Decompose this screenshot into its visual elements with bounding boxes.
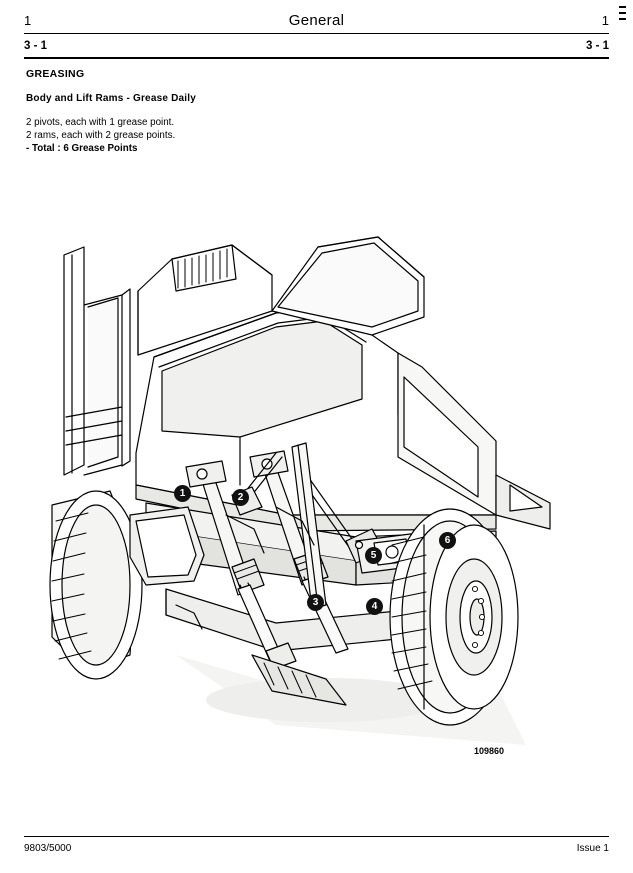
subsection-heading: Body and Lift Rams - Grease Daily: [26, 93, 196, 104]
header-divider: [24, 33, 609, 34]
page-subheader: [24, 38, 609, 54]
callout-2: 2: [232, 489, 249, 506]
body-text: [26, 116, 175, 155]
dumper-truck-line-drawing: [26, 185, 609, 785]
callout-4: 4: [366, 598, 383, 615]
section-heading: GREASING: [26, 68, 85, 80]
section-number-right: 3 - 1: [585, 40, 609, 52]
body-line-2: 2 rams, each with 2 grease points.: [26, 130, 176, 141]
issue-number: Issue 1: [576, 843, 609, 854]
footer-divider: [24, 836, 609, 837]
header-left-page-number: 1: [24, 12, 32, 28]
publication-number: 9803/5000: [24, 843, 72, 854]
page-title: General: [288, 11, 345, 29]
page-footer: [24, 843, 609, 854]
page-header: [24, 8, 609, 32]
callout-6: 6: [439, 532, 456, 549]
body-line-1: 2 pivots, each with 1 grease point.: [26, 117, 175, 128]
body-total-line: - Total : 6 Grease Points: [26, 143, 138, 154]
header-right-page-number: 1: [601, 12, 609, 28]
callout-1: 1: [174, 485, 191, 502]
figure-drawing-number: 109860: [474, 746, 505, 756]
technical-illustration: [26, 185, 609, 785]
callout-3: 3: [307, 594, 324, 611]
section-number-left: 3 - 1: [24, 40, 48, 52]
callout-5: 5: [365, 547, 382, 564]
subheader-divider: [24, 57, 609, 59]
edge-registration-marks: [619, 6, 629, 40]
